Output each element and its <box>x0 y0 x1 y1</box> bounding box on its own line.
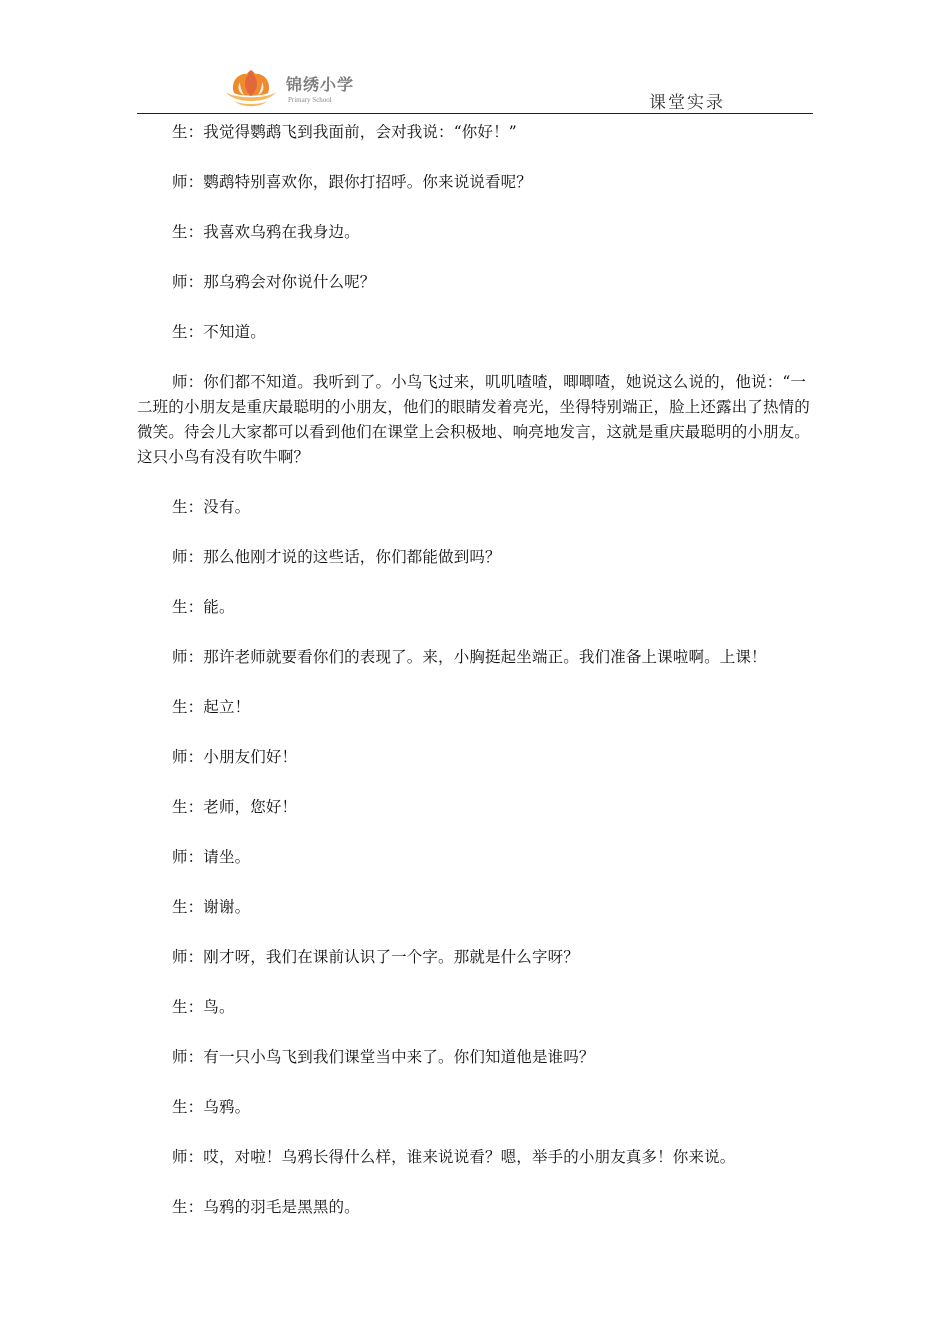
transcript-line: 生：鸟。 <box>172 998 235 1016</box>
header-divider <box>137 113 813 114</box>
transcript-line: 生：起立！ <box>172 698 251 716</box>
transcript-line: 生：谢谢。 <box>172 898 251 916</box>
school-name: 锦绣小学 <box>286 75 355 94</box>
lotus-logo-icon <box>222 66 280 112</box>
transcript-line: 生：乌鸦的羽毛是黑黑的。 <box>172 1198 360 1216</box>
transcript-line: 师：哎，对啦！乌鸦长得什么样，谁来说说看？嗯，举手的小朋友真多！你来说。 <box>172 1148 736 1166</box>
transcript-line: 师：小朋友们好！ <box>172 748 298 766</box>
transcript-line: 生：乌鸦。 <box>172 1098 251 1116</box>
transcript-line: 师：你们都不知道。我听到了。小鸟飞过来，叽叽喳喳，唧唧喳，她说这么说的，他说：“一二班的小朋友是重庆最聪明的小朋友，他们的眼睛发着亮光，坐得特别端正，脸上还露出了热情的微笑。待会儿大家都可以看到他们在课堂上会积极地、响亮地发言，这就是重庆最聪明的小朋友。这只小鸟有没有吹牛啊？ <box>137 373 810 466</box>
transcript-line: 生：没有。 <box>172 498 251 516</box>
page-header <box>137 62 813 114</box>
school-logo <box>222 66 422 112</box>
school-name-english: Primary School <box>288 96 332 104</box>
transcript-body <box>137 120 813 1220</box>
transcript-line: 师：那许老师就要看你们的表现了。来，小胸挺起坐端正。我们准备上课啦啊。上课！ <box>172 648 767 666</box>
transcript-line: 生：老师，您好！ <box>172 798 298 816</box>
transcript-line: 生：我喜欢乌鸦在我身边。 <box>172 223 360 241</box>
transcript-line: 生：我觉得鹦鹉飞到我面前，会对我说：“你好！” <box>172 123 517 141</box>
transcript-line: 生：能。 <box>172 598 235 616</box>
transcript-line: 师：那么他刚才说的这些话，你们都能做到吗？ <box>172 548 501 566</box>
transcript-line: 师：鹦鹉特别喜欢你，跟你打招呼。你来说说看呢？ <box>172 173 532 191</box>
transcript-line: 师：刚才呀，我们在课前认识了一个字。那就是什么字呀？ <box>172 948 579 966</box>
section-label: 课堂实录 <box>649 93 725 113</box>
transcript-line: 师：请坐。 <box>172 848 251 866</box>
transcript-line: 师：那乌鸦会对你说什么呢？ <box>172 273 376 291</box>
transcript-line: 师：有一只小鸟飞到我们课堂当中来了。你们知道他是谁吗？ <box>172 1048 595 1066</box>
transcript-line: 生：不知道。 <box>172 323 266 341</box>
